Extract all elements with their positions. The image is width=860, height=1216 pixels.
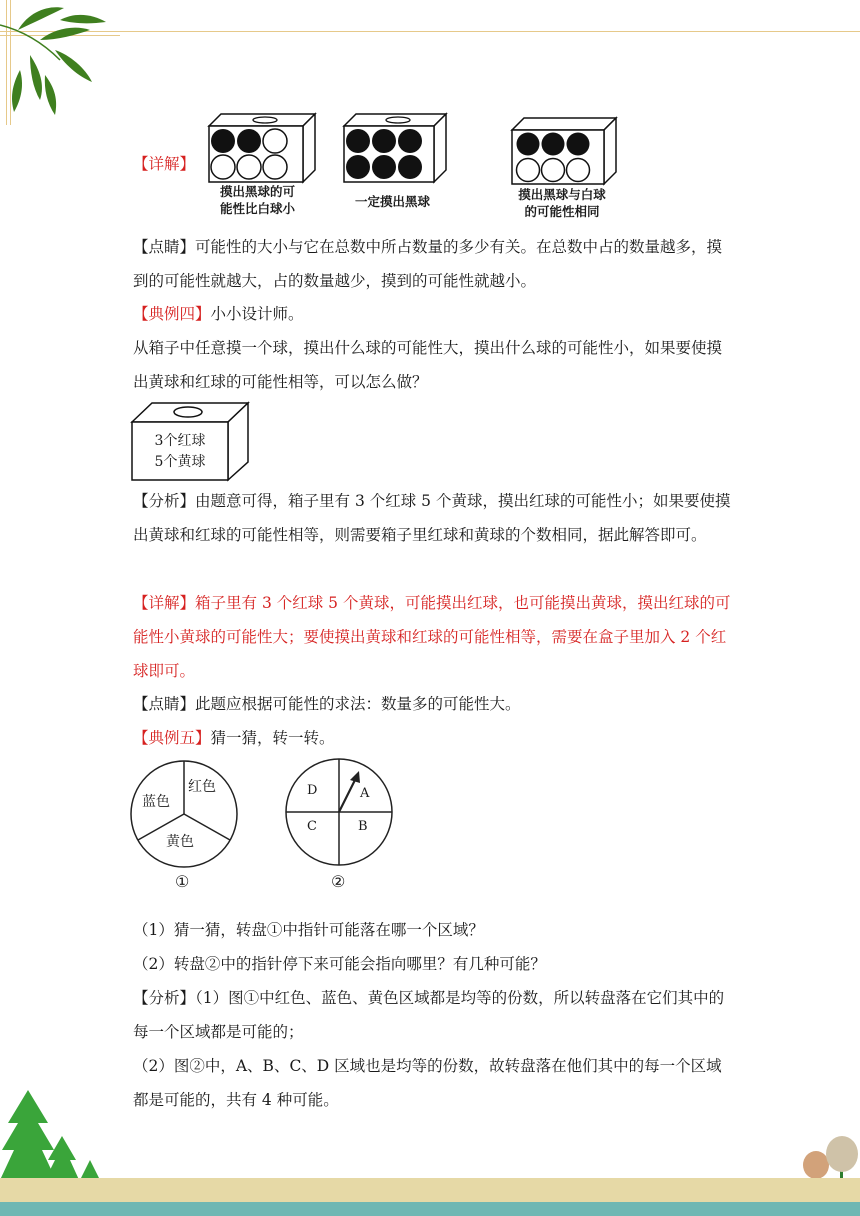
ground-band: [0, 1178, 860, 1202]
dianjing-line-4: [133, 687, 521, 721]
bamboo-leaves-icon: [0, 0, 140, 130]
fenxi-paragraph-4: [133, 484, 733, 552]
ball-box-1: [205, 112, 320, 187]
question-2: （2）转盘②中的指针停下来可能会指向哪里？有几种可能？: [133, 955, 546, 973]
spinner-1-caption: ①: [175, 872, 190, 891]
xiangjie-label-1: 【详解】: [133, 155, 196, 173]
example5-tag: 【典例五】: [133, 729, 211, 747]
spinner-1-blue-label: 蓝色: [142, 794, 170, 810]
fenxi-paragraph-5a: [133, 981, 733, 1049]
example4-title: 小小设计师。: [210, 305, 304, 323]
dianjing-text-4: 此题应根据可能性的求法：数量多的可能性大。: [195, 695, 521, 713]
dianjing-paragraph-1: [133, 230, 733, 298]
ball-box-1-caption-line1: 摸出黑球的可: [219, 184, 295, 199]
ball-box-3-caption-line2: 的可能性相同: [524, 204, 600, 219]
ball-box-2: [340, 112, 455, 187]
ball-box-4-text: [135, 431, 225, 473]
fenxi-paragraph-5b: （2）图②中，A、B、C、D 区域也是均等的份数，故转盘落在他们其中的每一个区域都是可能的，共有 4 种可能。: [133, 1057, 722, 1109]
spinner-1: [128, 758, 240, 870]
ball-box-4-line1: 3个红球: [154, 433, 206, 449]
spinner-2-caption: ②: [331, 872, 346, 891]
ball-box-4-line2: 5个黄球: [154, 454, 206, 470]
fenxi-tag-5: 【分析】: [133, 989, 196, 1007]
ball-box-3: [508, 116, 623, 186]
example4-tag: 【典例四】: [133, 305, 211, 323]
example5-heading: [133, 721, 335, 755]
xiangjie-text-4: 箱子里有 3 个红球 5 个黄球，可能摸出红球，也可能摸出黄球，摸出红球的可能性小黄球的可能性大；要使摸出黄球和红球的可能性相等，需要在盒子里加入 2 个红球即可。: [133, 594, 731, 680]
question-1: （1）猜一猜，转盘①中指针可能落在哪一个区域？: [133, 921, 484, 939]
xiangjie-tag-4: 【详解】: [133, 594, 196, 612]
spinner-2: [283, 756, 395, 868]
ball-box-3-caption: [503, 186, 621, 220]
spinner-2-label-b: B: [358, 819, 368, 834]
ball-box-1-caption-line2: 能性比白球小: [219, 201, 295, 216]
spinner-2-label-c: C: [307, 819, 317, 834]
ball-box-3-caption-line1: 摸出黑球与白球: [518, 187, 606, 202]
spinner-2-label-a: A: [360, 786, 370, 801]
spinner-2-label-d: D: [307, 783, 318, 798]
fenxi-tag-4: 【分析】: [133, 492, 196, 510]
dianjing-tag-4: 【点睛】: [133, 695, 196, 713]
ball-box-2-caption: [340, 193, 445, 210]
example4-heading: [133, 297, 304, 331]
spinner-1-yellow-label: 黄色: [166, 834, 194, 850]
ball-box-1-caption: [205, 183, 310, 217]
example5-title: 猜一猜，转一转。: [210, 729, 335, 747]
dianjing-text-1: 可能性的大小与它在总数中所占数量的多少有关。在总数中占的数量越多，摸到的可能性就越大，占的数量越少，摸到的可能性就越小。: [133, 238, 723, 290]
xiangjie-paragraph-4: [133, 586, 733, 688]
spinner-1-red-label: 红色: [188, 779, 216, 795]
dianjing-tag-1: 【点睛】: [133, 238, 196, 256]
fenxi-text-4: 由题意可得，箱子里有 3 个红球 5 个黄球，摸出红球的可能性小；如果要使摸出黄球和红球的可能性相等，则需要箱子里红球和黄球的个数相同，据此解答即可。: [133, 492, 731, 544]
ball-box-2-caption-line1: 一定摸出黑球: [354, 194, 430, 209]
example4-question: 从箱子中任意摸一个球，摸出什么球的可能性大，摸出什么球的可能性小，如果要使摸出黄球和红球的可能性相等，可以怎么做？: [133, 339, 723, 391]
ground-strip: [0, 1202, 860, 1216]
fenxi-text-5a: （1）图①中红色、蓝色、黄色区域都是均等的份数，所以转盘落在它们其中的每一个区域都是可能的；: [133, 989, 725, 1041]
